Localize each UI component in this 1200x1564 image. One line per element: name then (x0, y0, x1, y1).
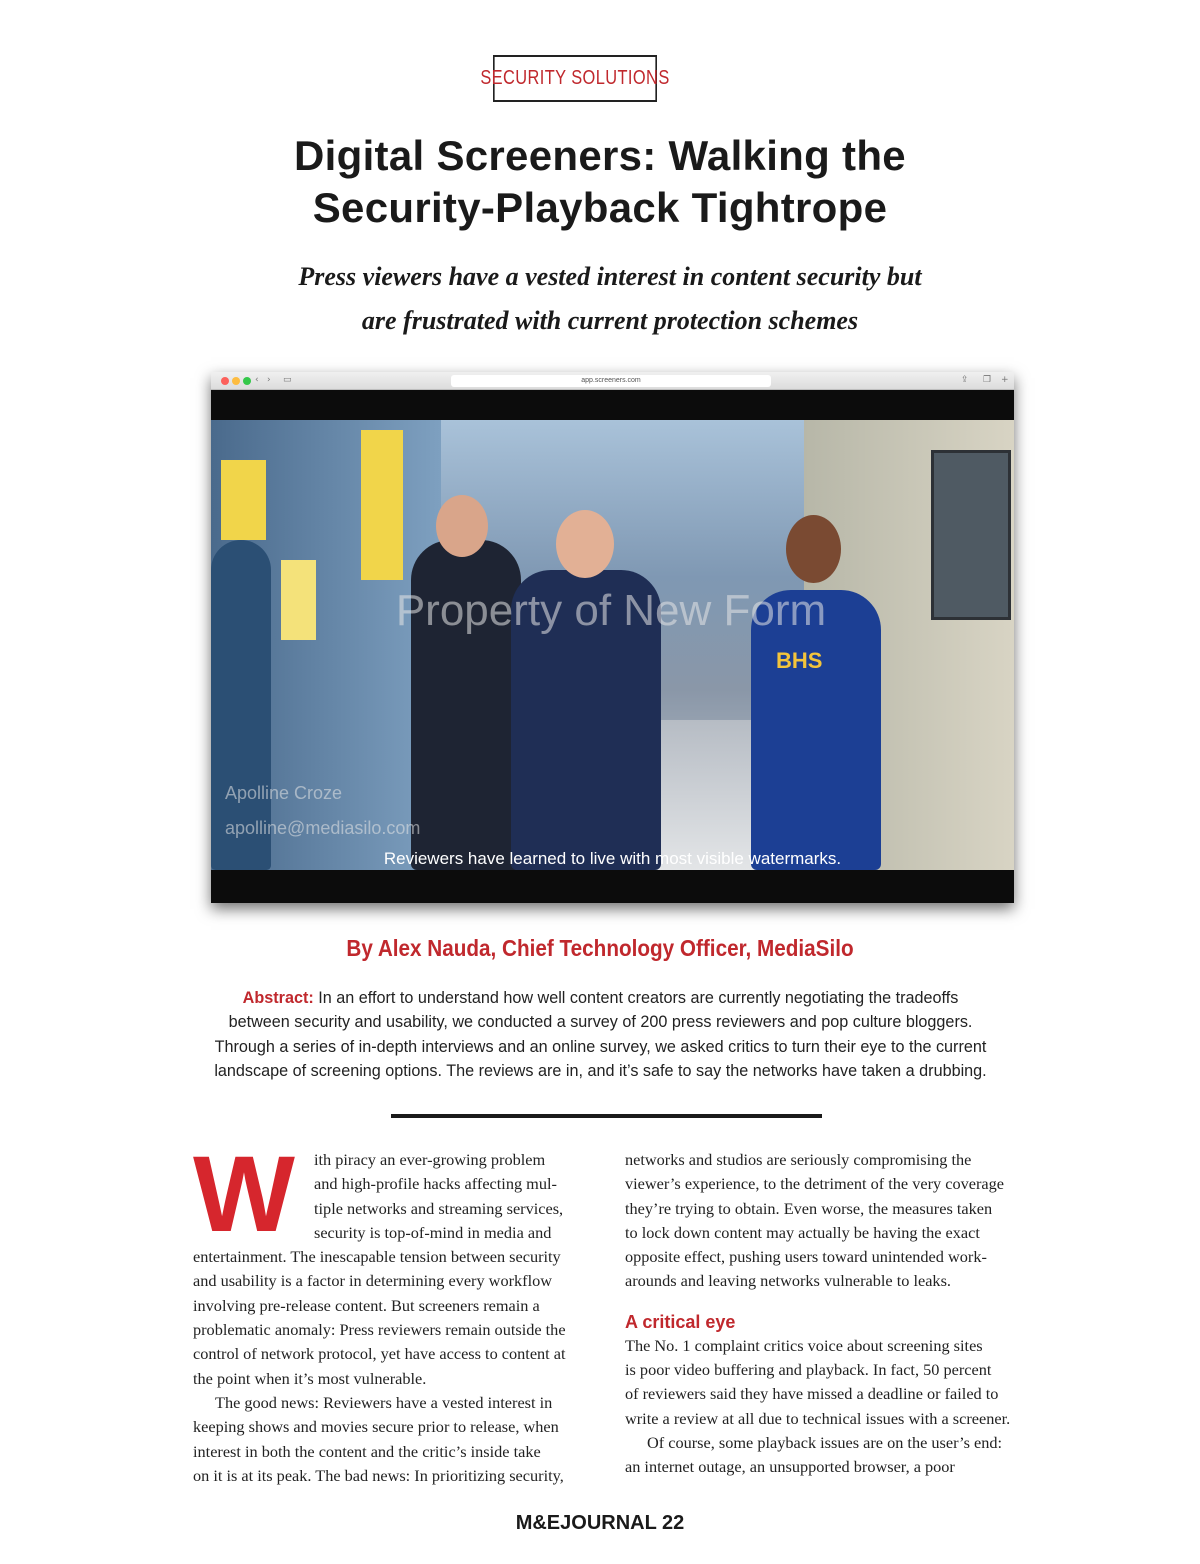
abstract-line-1: In an effort to understand how well content creators are currently negotiating the tradeoffs (318, 989, 959, 1007)
body-line: ith piracy an ever-growing problem (314, 1150, 546, 1169)
article-title (100, 130, 1100, 234)
body-line: security is top-of-mind in media and (314, 1222, 552, 1242)
subtitle-line-1: Press viewers have a vested interest in content security but (298, 262, 922, 291)
body-line: an internet outage, an unsupported browser, a poor (625, 1457, 955, 1477)
image-caption: Reviewers have learned to live with most visible watermarks. (383, 849, 842, 868)
abstract-line-3: Through a series of in-depth interviews and an online survey, we asked critics to turn their eye to the current (214, 1037, 987, 1056)
student-head (556, 510, 614, 578)
body-line: they’re trying to obtain. Even worse, the measures taken (625, 1198, 993, 1218)
abstract-line-2: between security and usability, we conducted a survey of 200 press reviewers and pop culture bloggers. (228, 1013, 973, 1032)
video-frame (211, 420, 1014, 870)
body-line: tiple networks and streaming services, (314, 1198, 564, 1218)
classroom-window (931, 450, 1011, 620)
share-icon: ⇪ (961, 375, 969, 385)
close-window-icon (221, 377, 229, 385)
article-subtitle (200, 255, 1020, 343)
watermark-main: Property of New Form (395, 586, 827, 635)
maximize-window-icon (243, 377, 251, 385)
tabs-icon: ❐ (983, 375, 992, 385)
drop-cap: W (193, 1133, 295, 1254)
subtitle-line-2: are frustrated with current protection schemes (361, 306, 859, 335)
body-line: The good news: Reviewers have a vested interest in (215, 1392, 553, 1412)
body-line: the point when it’s most vulnerable. (193, 1368, 427, 1388)
byline: By Alex Nauda, Chief Technology Officer, MediaSilo (346, 935, 854, 961)
body-line: viewer’s experience, to the detriment of the very coverage (625, 1174, 1004, 1194)
new-tab-icon: + (1001, 375, 1009, 385)
back-icon: ‹ (255, 375, 259, 385)
body-column-1 (193, 1133, 595, 1488)
watermark-name: Apolline Croze (225, 783, 343, 803)
body-line: problematic anomaly: Press reviewers remain outside the (193, 1320, 566, 1340)
bulletin-poster (221, 460, 266, 540)
body-line: keeping shows and movies secure prior to release, when (193, 1417, 559, 1437)
page-number: 22 (662, 1512, 685, 1534)
body-line: of reviewers said they have missed a deadline or failed to (625, 1384, 999, 1404)
section-heading: A critical eye (625, 1311, 736, 1332)
journal-name: M&EJOURNAL (515, 1512, 657, 1534)
title-line-2: Security-Playback Tightrope (312, 184, 888, 231)
body-line: is poor video buffering and playback. In fact, 50 percent (625, 1360, 992, 1380)
browser-chrome (211, 372, 1014, 390)
cheer-uniform-letters: BHS (776, 648, 823, 673)
student-head (786, 515, 841, 583)
body-line: Of course, some playback issues are on the user’s end: (647, 1432, 1003, 1452)
title-line-1: Digital Screeners: Walking the (294, 132, 906, 179)
body-line: control of network protocol, yet have access to content at (193, 1344, 566, 1364)
screener-screenshot (211, 372, 1014, 903)
abstract-label: Abstract: (242, 989, 314, 1007)
body-line: opposite effect, pushing users toward unintended work- (625, 1247, 987, 1267)
body-line: and usability is a factor in determining every workflow (193, 1271, 552, 1291)
body-line: write a review at all due to technical issues with a screener. (625, 1408, 1011, 1428)
abstract-line-4: landscape of screening options. The reviews are in, and it’s safe to say the networks have taken a drubbing. (214, 1061, 987, 1080)
watermark-email: apolline@mediasilo.com (225, 818, 421, 838)
sidebar-icon: ▭ (283, 375, 292, 385)
page-footer (400, 1512, 800, 1535)
student-head (436, 495, 488, 557)
bulletin-poster (361, 430, 403, 580)
body-line: networks and studios are seriously compromising the (625, 1150, 972, 1169)
section-tag-label: SECURITY SOLUTIONS (480, 67, 670, 89)
body-line: on it is at its peak. The bad news: In prioritizing security, (193, 1465, 564, 1485)
section-divider (391, 1114, 822, 1118)
body-line: The No. 1 complaint critics voice about screening sites (625, 1335, 983, 1355)
body-line: and high-profile hacks affecting mul- (314, 1174, 557, 1194)
forward-icon: › (267, 375, 271, 385)
body-column-2 (625, 1148, 1027, 1480)
minimize-window-icon (232, 377, 240, 385)
address-bar: app.screeners.com (451, 375, 771, 387)
body-line: interest in both the content and the critic’s inside take (193, 1441, 541, 1461)
abstract (118, 986, 1083, 1083)
body-line: arounds and leaving networks vulnerable to leaks. (625, 1271, 951, 1291)
body-line: involving pre-release content. But screeners remain a (193, 1295, 540, 1315)
body-line: entertainment. The inescapable tension between security (193, 1247, 561, 1267)
body-line: to lock down content may actually be having the exact (625, 1222, 980, 1242)
section-tag (480, 55, 670, 102)
